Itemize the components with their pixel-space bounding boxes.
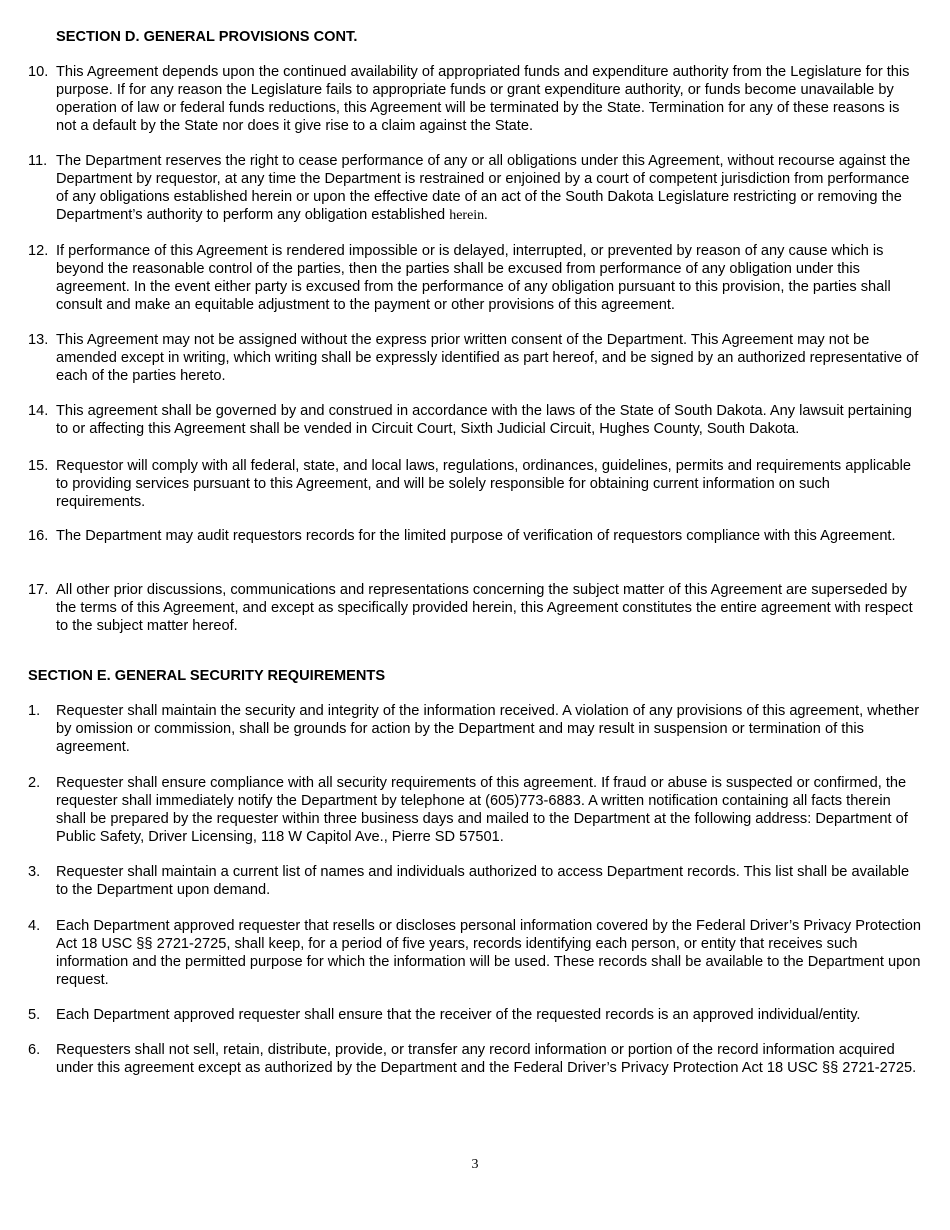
item-number: 13. <box>28 332 49 348</box>
item-text: Requester shall maintain the security and integrity of the information received. A violation of any provisions of this agreement, whether by omission or commission, shall be grounds for action by the Department and may result in suspension or termination of this agreement. <box>56 703 920 755</box>
item-text-tail: herein. <box>449 208 488 223</box>
item-number: 10. <box>28 64 49 80</box>
item-text: Each Department approved requester shall ensure that the receiver of the requested records is an approved individual/entity. <box>56 1007 861 1023</box>
item-number: 12. <box>28 243 49 259</box>
item-text: The Department reserves the right to cease performance of any or all obligations under this Agreement, without recourse against the Department by requestor, at any time the Department is restrained or enjoined by a court of competent jurisdiction from performance of any obligations established herein or upon the effective date of an act of the South Dakota Legislature restricting or removing the Department’s authority to perform any obligation established <box>56 153 911 223</box>
item-number: 6. <box>28 1042 41 1058</box>
item-text: The Department may audit requestors records for the limited purpose of verification of requestors compliance with this Agreement. <box>56 528 896 544</box>
page-number: 3 <box>471 1157 479 1172</box>
item-text: Each Department approved requester that resells or discloses personal information covered by the Federal Driver’s Privacy Protection Act 18 USC §§ 2721-2725, shall keep, for a period of five years, records identifying each person, or entity that receives such information and the permitted purpose for which the information will be used. These records shall be available to the Department upon request. <box>56 918 921 988</box>
item-number: 14. <box>28 403 49 419</box>
item-number: 11. <box>28 153 48 169</box>
item-number: 17. <box>28 582 49 598</box>
item-text: If performance of this Agreement is rendered impossible or is delayed, interrupted, or prevented by reason of any cause which is beyond the reasonable control of the parties, then the parties shall be excused from performance of any obligation under this agreement. In the event either party is excused from the performance of any obligation pursuant to this provision, the parties shall consult and make an equitable adjustment to the payment or other provisions of this agreement. <box>56 243 891 313</box>
item-text: This Agreement may not be assigned without the express prior written consent of the Department. This Agreement may not be amended except in writing, which writing shall be expressly identified as part hereof, and be signed by an authorized representative of each of the parties hereto. <box>56 332 919 384</box>
section-d-heading: SECTION D. GENERAL PROVISIONS CONT. <box>56 29 358 45</box>
item-text: Requestor will comply with all federal, state, and local laws, regulations, ordinances, guidelines, permits and requirements applicable to providing services pursuant to this Agreement, and will be solely responsible for obtaining current information on such requirements. <box>56 458 911 510</box>
item-number: 1. <box>28 703 41 719</box>
item-text-wrapper <box>56 152 922 225</box>
item-number: 15. <box>28 458 49 474</box>
section-e-heading: SECTION E. GENERAL SECURITY REQUIREMENTS <box>28 668 386 684</box>
item-number: 16. <box>28 528 49 544</box>
item-text: This agreement shall be governed by and construed in accordance with the laws of the State of South Dakota. Any lawsuit pertaining to or affecting this Agreement shall be vended in Circuit Court, Sixth Judicial Circuit, Hughes County, South Dakota. <box>56 403 912 437</box>
item-text: Requester shall maintain a current list of names and individuals authorized to access Department records. This list shall be available to the Department upon demand. <box>56 864 910 898</box>
item-text: Requester shall ensure compliance with all security requirements of this agreement. If fraud or abuse is suspected or confirmed, the requester shall immediately notify the Department by telephone at (605)773-6883. A written notification containing all facts therein shall be prepared by the requester within three business days and mailed to the Department at the following address: Department of Public Safety, Driver Licensing, 118 W Capitol Ave., Pierre SD 57501. <box>56 775 908 845</box>
item-number: 2. <box>28 775 41 791</box>
item-number: 4. <box>28 918 41 934</box>
item-text: This Agreement depends upon the continued availability of appropriated funds and expenditure authority from the Legislature for this purpose. If for any reason the Legislature fails to appropriate funds or grant expenditure authority, or funds become unavailable by operation of law or federal funds reductions, this Agreement will be terminated by the State. Termination for any of these reasons is not a default by the State nor does it give rise to a claim against the State. <box>56 64 910 134</box>
item-text: Requesters shall not sell, retain, distribute, provide, or transfer any record information or portion of the record information acquired under this agreement except as authorized by the Department and the Federal Driver’s Privacy Protection Act 18 USC §§ 2721-2725. <box>56 1042 917 1076</box>
item-number: 3. <box>28 864 41 880</box>
item-text: All other prior discussions, communications and representations concerning the subject matter of this Agreement are superseded by the terms of this Agreement, and except as specifically provided herein, this Agreement constitutes the entire agreement with respect to the subject matter hereof. <box>56 582 913 634</box>
item-number: 5. <box>28 1007 41 1023</box>
